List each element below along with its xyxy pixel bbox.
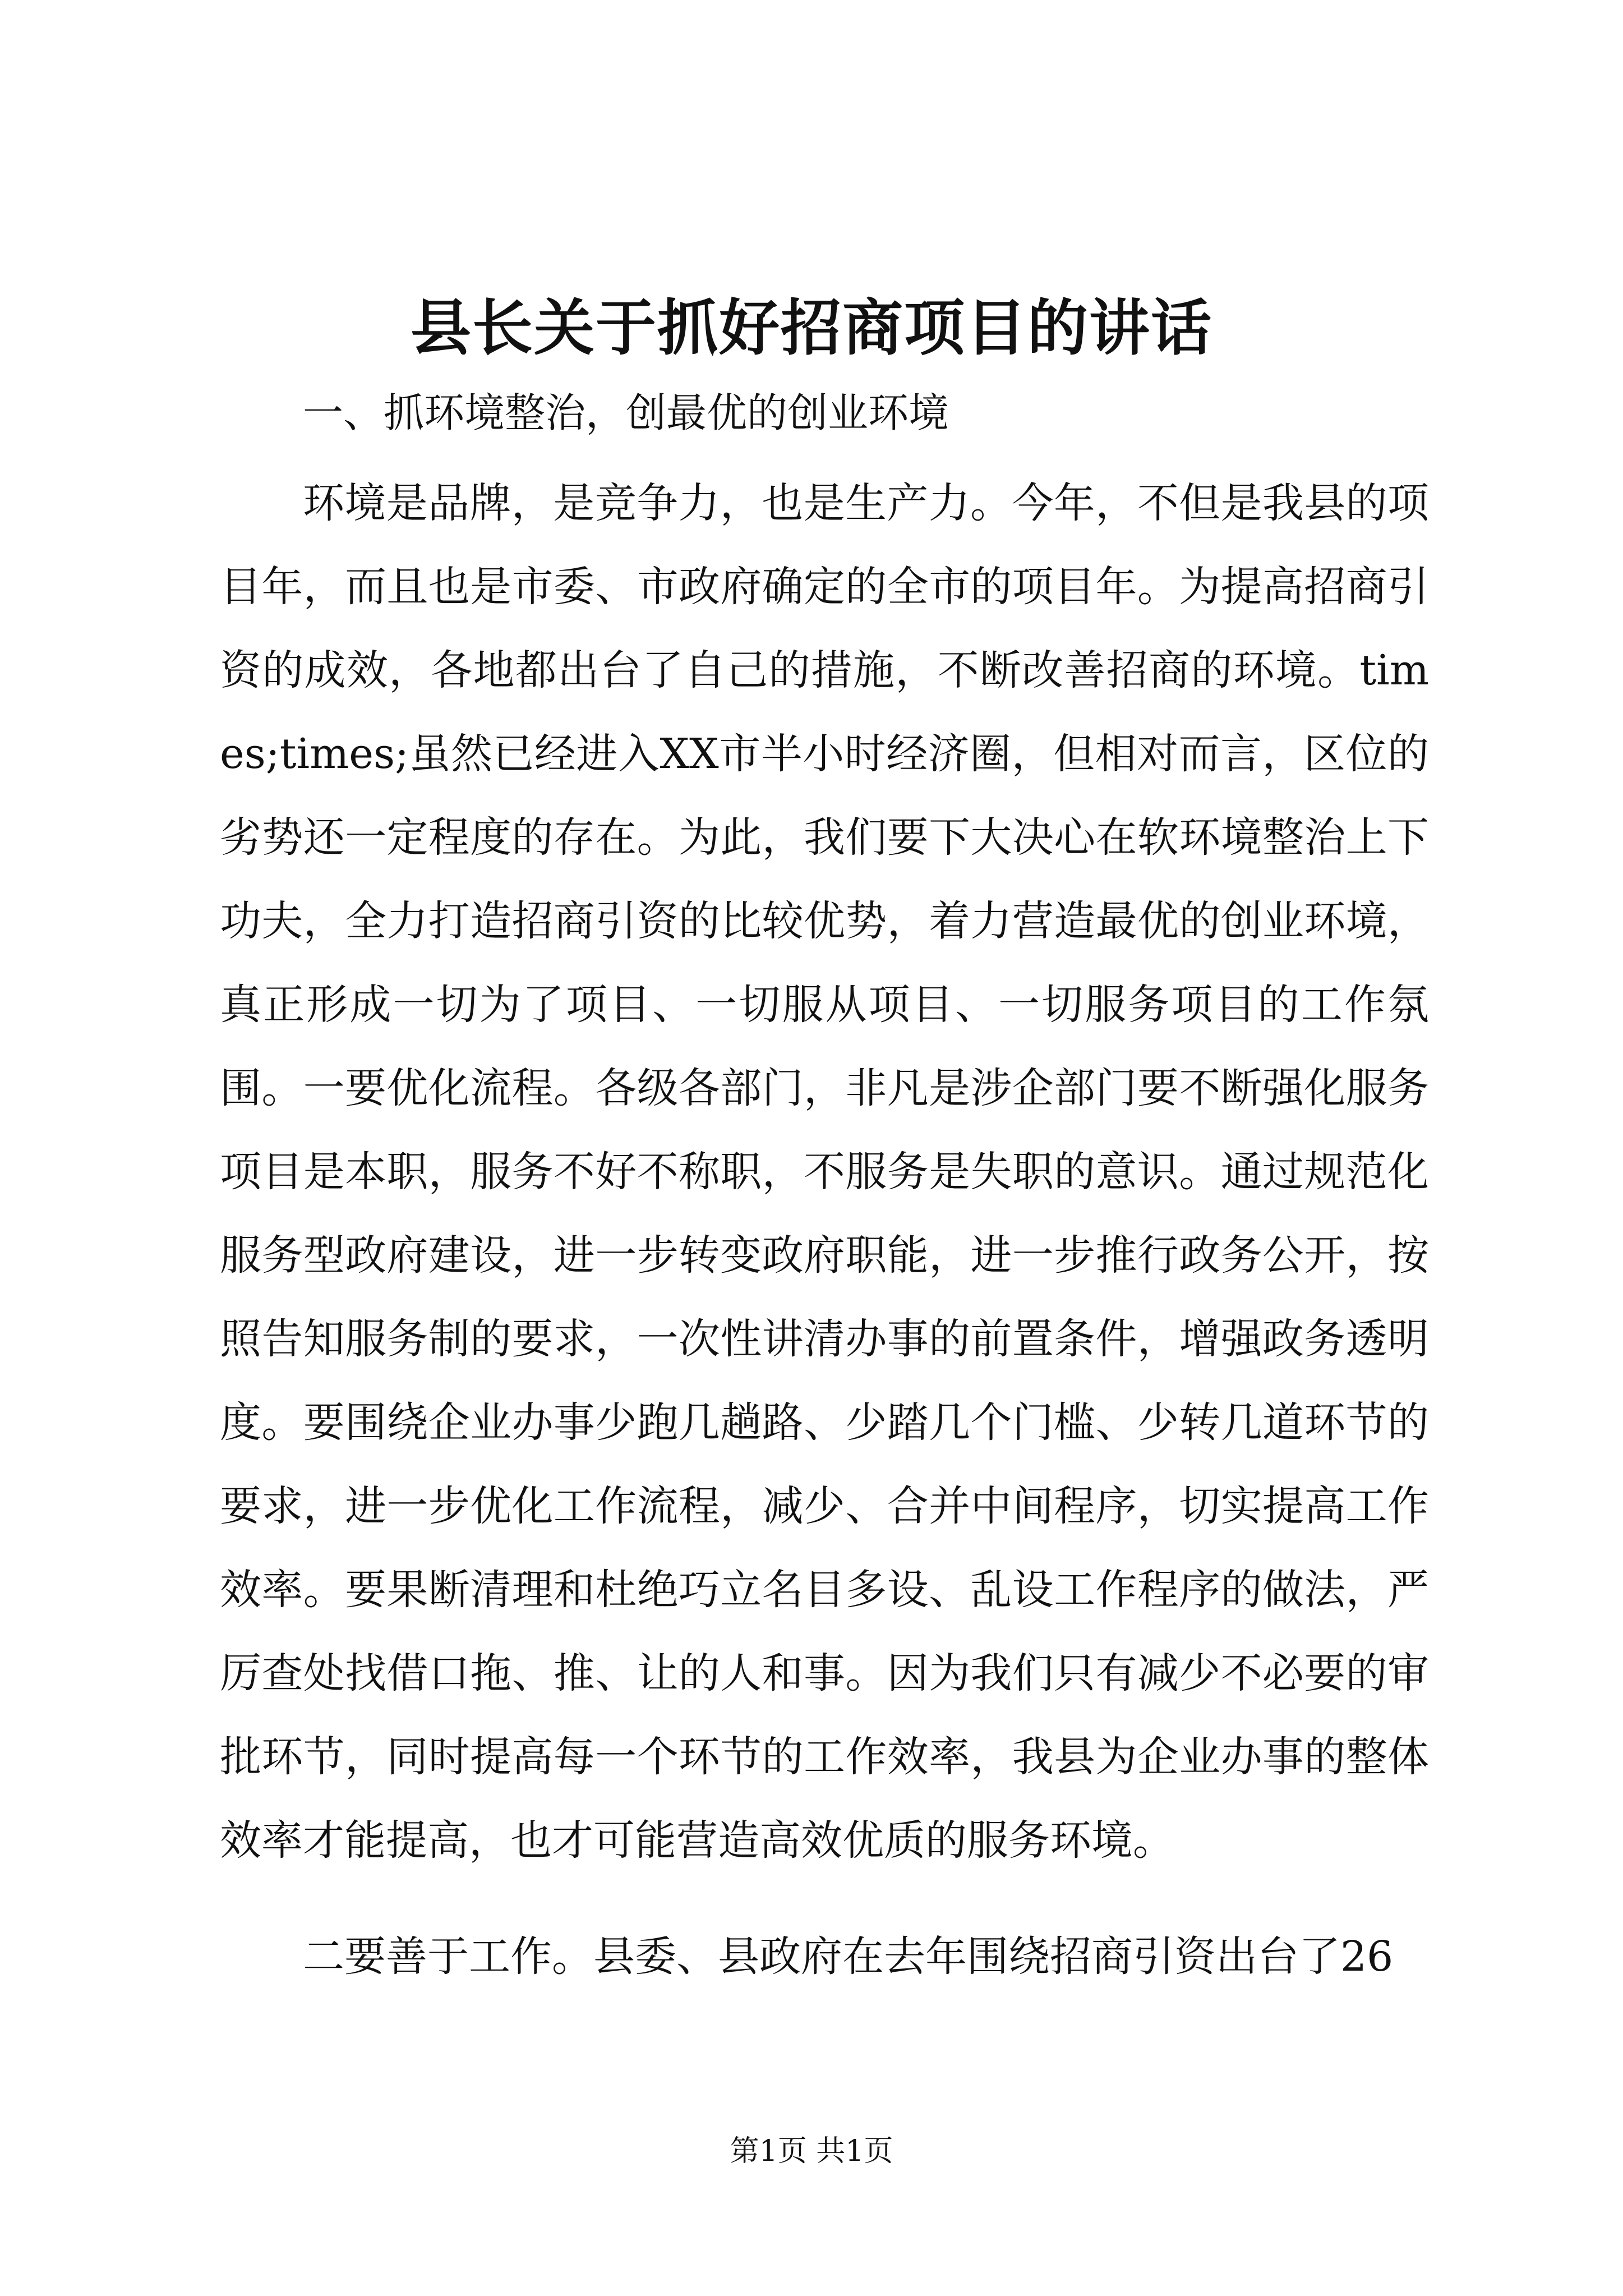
document-title: 县长关于抓好招商项目的讲话 [410,293,1212,364]
body-paragraph: 二要善于工作。县委、县政府在去年围绕招商引资出台了26 [303,1932,1394,1981]
body-paragraph: 环境是品牌，是竞争力，也是生产力。今年，不但是我县的项目年，而且也是市委、市政府确定的全市的项目年。为提高招商引资的成效，各地都出台了自己的措施，不断改善招商的环境。times;times;虽然已经进入XX市半小时经济圈，但相对而言，区位的劣势还一定程度的存在。为此，我们要下大决心在软环境整治上下功夫，全力打造招商引资的比较优势，着力营造最优的创业环境，真正形成一切为了项目、一切服从项目、一切服务项目的工作氛围。一要优化流程。各级各部门，非凡是涉企部门要不断强化服务项目是本职，服务不好不称职，不服务是失职的意识。通过规范化服务型政府建设，进一步转变政府职能，进一步推行政务公开，按照告知服务制的要求，一次性讲清办事的前置条件，增强政务透明度。要围绕企业办事少跑几趟路、少踏几个门槛、少转几道环节的要求，进一步优化工作流程，减少、合并中间程序，切实提高工作效率。要果断清理和杜绝巧立名目多设、乱设工作程序的做法，严厉查处找借口拖、推、让的人和事。因为我们只有减少不必要的审批环节，同时提高每一个环节的工作效率，我县为企业办事的整体效率才能提高，也才可能营造高效优质的服务环境。 [220,479,1429,1865]
section-heading: 一、抓环境整治，创最优的创业环境 [303,389,949,436]
page-footer: 第1页 共1页 [730,2134,893,2168]
